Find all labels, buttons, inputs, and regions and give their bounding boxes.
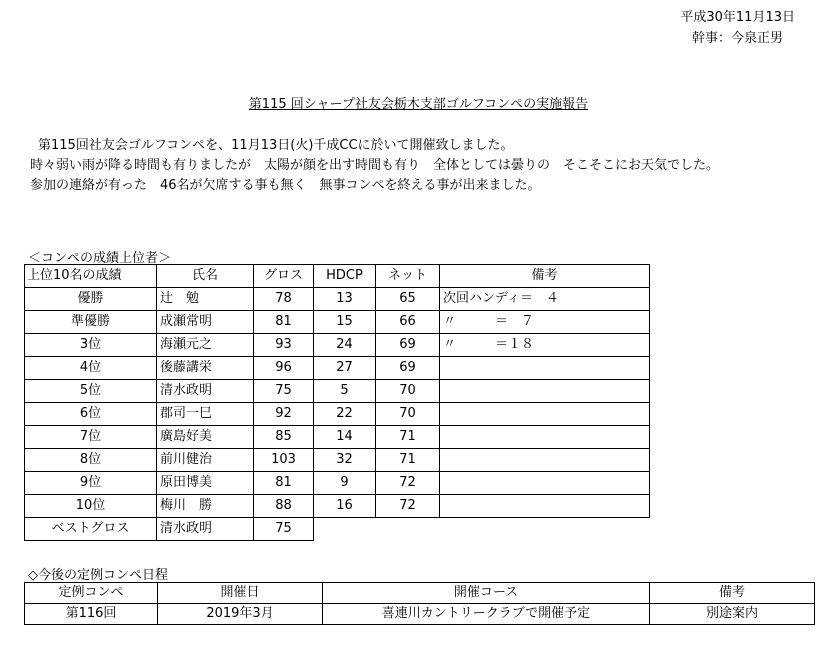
table-cell: 93	[254, 334, 314, 357]
table-cell: 24	[314, 334, 376, 357]
table-cell	[440, 449, 650, 472]
table-cell: 郡司一巳	[157, 403, 254, 426]
schedule-column-header: 開催日	[158, 583, 323, 604]
table-cell: 〃 ＝１８	[440, 334, 650, 357]
table-cell: ベストグロス	[25, 518, 157, 541]
table-row	[25, 472, 650, 495]
results-table	[24, 264, 650, 541]
schedule-column-header: 開催コース	[323, 583, 650, 604]
table-cell: 81	[254, 472, 314, 495]
table-cell: 75	[254, 380, 314, 403]
table-cell	[440, 426, 650, 449]
table-cell: 辻 勉	[157, 288, 254, 311]
table-cell: 清水政明	[157, 518, 254, 541]
table-cell: 69	[376, 334, 440, 357]
table-cell: 次回ハンディ＝ ４	[440, 288, 650, 311]
table-cell: 96	[254, 357, 314, 380]
table-cell: 16	[314, 495, 376, 518]
table-row	[25, 288, 650, 311]
table-cell: 喜連川カントリークラブで開催予定	[323, 604, 650, 625]
results-column-header: グロス	[254, 265, 314, 288]
table-cell: 69	[376, 357, 440, 380]
table-cell	[440, 495, 650, 518]
table-row	[25, 495, 650, 518]
paragraph-1: 第115回社友会ゴルフコンペを、11月13日(火)千成CCに於いて開催致しました。	[38, 138, 514, 153]
empty-cell	[314, 518, 650, 541]
table-cell: 6位	[25, 403, 157, 426]
table-cell: 92	[254, 403, 314, 426]
table-cell	[440, 472, 650, 495]
results-column-header: ネット	[376, 265, 440, 288]
table-cell: 8位	[25, 449, 157, 472]
paragraph-3: 参加の連絡が有った 46名が欠席する事も無く 無事コンペを終える事が出来ました。	[30, 178, 541, 193]
table-cell: 10位	[25, 495, 157, 518]
table-cell	[440, 403, 650, 426]
table-cell: 前川健治	[157, 449, 254, 472]
table-cell: 71	[376, 426, 440, 449]
table-cell: 65	[376, 288, 440, 311]
table-cell: 梅川 勝	[157, 495, 254, 518]
table-cell: 後藤講栄	[157, 357, 254, 380]
table-row	[25, 357, 650, 380]
table-cell: 75	[254, 518, 314, 541]
results-column-header: 氏名	[157, 265, 254, 288]
secretary-name: 幹事：今泉正男	[691, 31, 783, 46]
table-row	[25, 334, 650, 357]
table-cell: 清水政明	[157, 380, 254, 403]
table-cell: 72	[376, 495, 440, 518]
paragraph-2: 時々弱い雨が降る時間も有りましたが 太陽が顔を出す時間も有り 全体としては曇りの そこそこにお天気でした。	[30, 158, 720, 173]
table-row	[25, 604, 815, 625]
schedule-table	[24, 582, 815, 625]
table-cell: 9	[314, 472, 376, 495]
table-cell: 22	[314, 403, 376, 426]
results-column-header: HDCP	[314, 265, 376, 288]
table-cell: 9位	[25, 472, 157, 495]
table-cell: 廣島好美	[157, 426, 254, 449]
table-cell: 78	[254, 288, 314, 311]
table-cell: 海瀬元之	[157, 334, 254, 357]
report-date: 平成30年11月13日	[680, 10, 795, 25]
table-cell: 優勝	[25, 288, 157, 311]
table-row	[25, 380, 650, 403]
table-cell: 70	[376, 380, 440, 403]
schedule-column-header: 定例コンペ	[25, 583, 158, 604]
schedule-column-header: 備考	[650, 583, 815, 604]
table-cell: 4位	[25, 357, 157, 380]
table-cell	[440, 357, 650, 380]
table-cell: 88	[254, 495, 314, 518]
table-cell: 32	[314, 449, 376, 472]
table-cell: 5位	[25, 380, 157, 403]
table-cell: 81	[254, 311, 314, 334]
table-cell: 第116回	[25, 604, 158, 625]
table-cell: 2019年3月	[158, 604, 323, 625]
results-heading: ＜コンペの成績上位者＞	[28, 251, 172, 266]
table-cell: 72	[376, 472, 440, 495]
schedule-heading: ◇今後の定例コンペ日程	[28, 568, 168, 583]
results-header-row	[25, 265, 650, 288]
table-cell: 85	[254, 426, 314, 449]
table-cell: 70	[376, 403, 440, 426]
schedule-header-row	[25, 583, 815, 604]
table-cell	[440, 380, 650, 403]
table-cell: 3位	[25, 334, 157, 357]
table-cell: 7位	[25, 426, 157, 449]
table-cell: 71	[376, 449, 440, 472]
table-cell: 〃 ＝ ７	[440, 311, 650, 334]
table-row	[25, 403, 650, 426]
results-column-header: 備考	[440, 265, 650, 288]
table-row	[25, 426, 650, 449]
table-cell: 準優勝	[25, 311, 157, 334]
table-cell: 15	[314, 311, 376, 334]
table-cell: 13	[314, 288, 376, 311]
best-gross-row	[25, 518, 650, 541]
table-cell: 27	[314, 357, 376, 380]
table-row	[25, 311, 650, 334]
table-cell: 5	[314, 380, 376, 403]
results-column-header: 上位10名の成績	[25, 265, 157, 288]
table-cell: 14	[314, 426, 376, 449]
table-cell: 別途案内	[650, 604, 815, 625]
report-title: 第115 回シャープ社友会栃木支部ゴルフコンペの実施報告	[248, 97, 589, 112]
table-cell: 66	[376, 311, 440, 334]
table-row	[25, 449, 650, 472]
table-cell: 原田博美	[157, 472, 254, 495]
table-cell: 成瀬常明	[157, 311, 254, 334]
table-cell: 103	[254, 449, 314, 472]
